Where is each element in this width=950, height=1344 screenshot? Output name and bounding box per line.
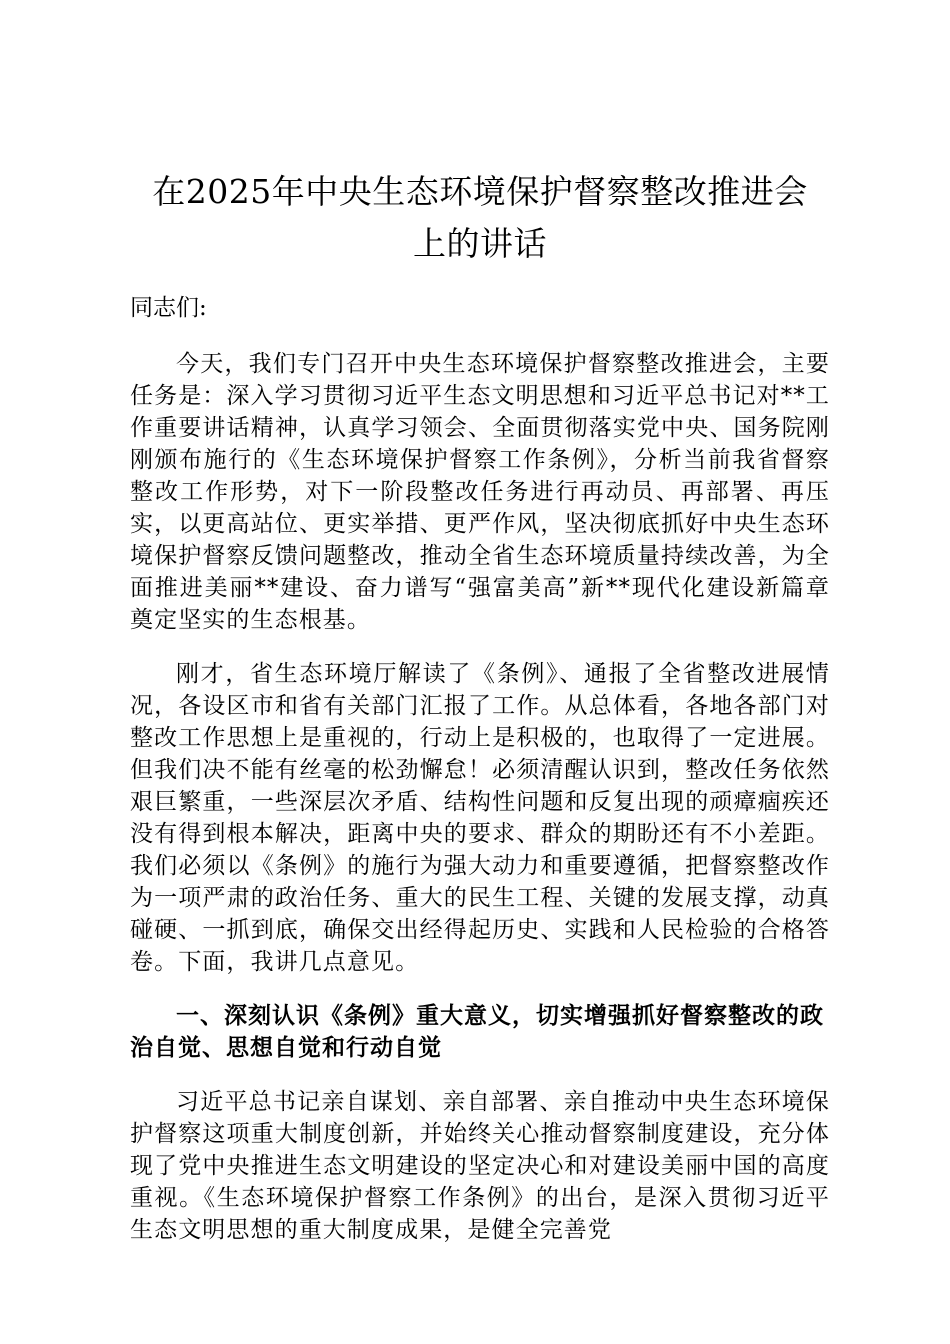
- title-line-1: 在2025年中央生态环境保护督察整改推进会: [152, 172, 808, 211]
- title-line-2: 上的讲话: [413, 224, 547, 263]
- section-heading-1: 一、深刻认识《条例》重大意义，切实增强抓好督察整改的政治自觉、思想自觉和行动自觉: [130, 1002, 824, 1061]
- paragraph-opening: 今天，我们专门召开中央生态环境保护督察整改推进会，主要任务是：深入学习贯彻习近平生态文明思想和习近平总书记对**工作重要讲话精神，认真学习领会、全面贯彻落实党中央、国务院刚刚颁布施行的《生态环境保护督察工作条例》，分析当前我省督察整改工作形势，对下一阶段整改任务进行再动员、再部署、再压实，以更高站位、更实举措、更严作风，坚决彻底抓好中央生态环境保护督察反馈问题整改，推动全省生态环境质量持续改善，为全面推进美丽**建设、奋力谱写“强富美高”新**现代化建设新篇章奠定坚实的生态根基。: [130, 351, 830, 633]
- salutation: 同志们:: [130, 295, 207, 321]
- paragraph-progress: 刚才，省生态环境厅解读了《条例》、通报了全省整改进展情况，各设区市和省有关部门汇报了工作。从总体看，各地各部门对整改工作思想上是重视的，行动上是积极的，也取得了一定进展。但我们决不能有丝毫的松劲懈怠！必须清醒认识到，整改任务依然艰巨繁重，一些深层次矛盾、结构性问题和反复出现的顽瘴痼疾还没有得到根本解决，距离中央的要求、群众的期盼还有不小差距。我们必须以《条例》的施行为强大动力和重要遵循，把督察整改作为一项严肃的政治任务、重大的民生工程、关键的发展支撑，动真碰硬、一抓到底，确保交出经得起历史、实践和人民检验的合格答卷。下面，我讲几点意见。: [130, 661, 830, 975]
- document-page: [130, 166, 830, 1246]
- section-1-paragraph: 习近平总书记亲自谋划、亲自部署、亲自推动中央生态环境保护督察这项重大制度创新，并始终关心推动督察制度建设，充分体现了党中央推进生态文明建设的坚定决心和对建设美丽中国的高度重视。《生态环境保护督察工作条例》的出台，是深入贯彻习近平生态文明思想的重大制度成果，是健全完善党: [130, 1089, 830, 1243]
- document-title: [130, 166, 830, 270]
